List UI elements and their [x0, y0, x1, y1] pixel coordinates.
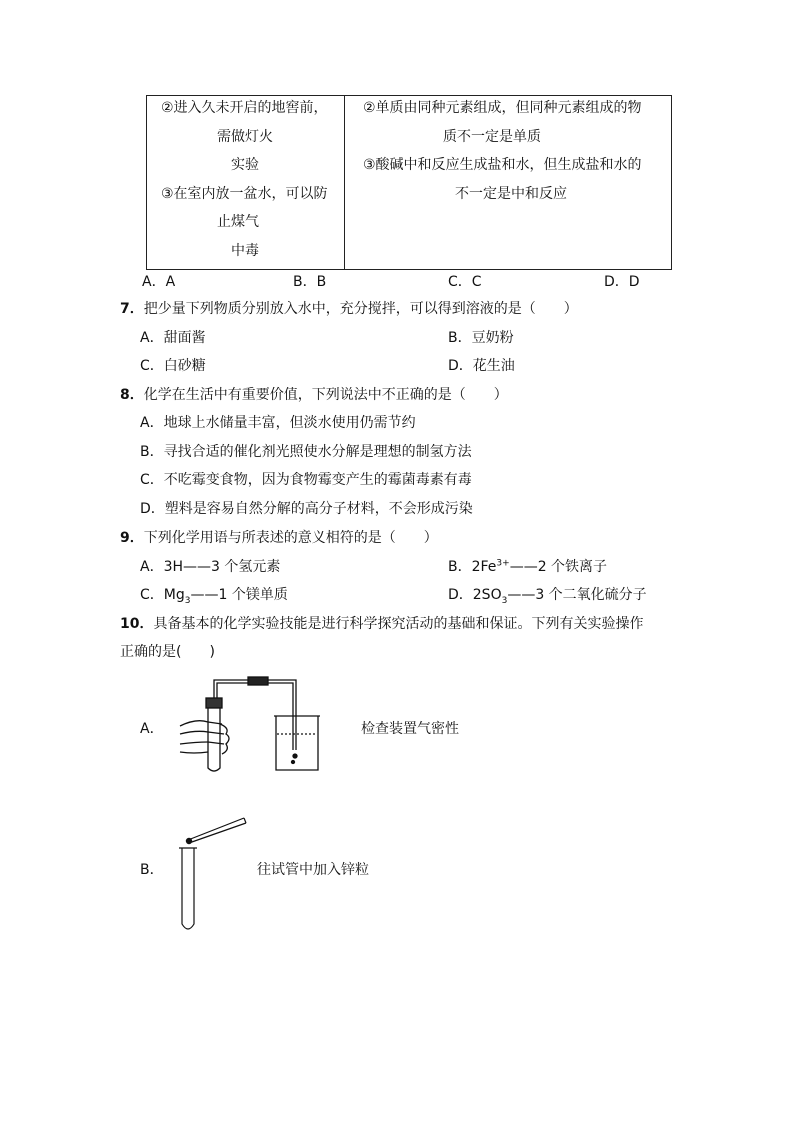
q10-stem-line1	[120, 614, 643, 634]
q9-option-b-charge: 3+	[496, 558, 510, 569]
q9-option-b[interactable]	[448, 557, 607, 577]
q10-option-b-label[interactable]: B．	[140, 862, 164, 878]
q9-option-a[interactable]	[140, 557, 280, 577]
q9-option-d-post: ——3 个二氧化硫分子	[507, 587, 647, 603]
q7-number: 7．	[120, 301, 144, 317]
right-cell-line: ②单质由同种元素组成，但同种元素组成的物	[363, 100, 642, 116]
q7-option-a[interactable]: A．甜面酱	[140, 330, 206, 346]
q10-option-a-label[interactable]: A．	[140, 721, 164, 737]
q8-number: 8．	[120, 387, 144, 403]
q6-table	[146, 95, 672, 270]
left-cell-line: 需做灯火	[217, 129, 273, 145]
left-cell-line: ②进入久未开启的地窖前，	[161, 100, 328, 116]
left-cell-line: 实验	[231, 157, 259, 173]
q9-option-c-post: ——1 个镁单质	[190, 587, 288, 603]
q9-option-a-text: A．3H——3 个氢元素	[140, 559, 281, 575]
left-cell-line: ③在室内放一盆水，可以防	[161, 186, 328, 202]
q8-option-c[interactable]: C．不吃霉变食物，因为食物霉变产生的霉菌毒素有毒	[140, 472, 472, 488]
airtight-check-apparatus-illustration	[178, 672, 328, 776]
q7-option-d[interactable]: D．花生油	[448, 358, 515, 374]
left-cell-line: 止煤气	[217, 214, 259, 230]
q7-stem	[120, 299, 578, 319]
q9-option-b-post: ——2 个铁离子	[509, 559, 608, 575]
q8-text: 化学在生活中有重要价值，下列说法中不正确的是（ ）	[143, 387, 508, 403]
table-divider	[344, 96, 345, 269]
q9-option-d[interactable]	[448, 585, 647, 605]
add-zinc-to-test-tube-illustration	[176, 812, 252, 936]
q6-option-b[interactable]: B．B	[293, 274, 327, 290]
q9-stem	[120, 528, 438, 548]
right-cell-line: 不一定是中和反应	[455, 186, 567, 202]
q10-text: 具备基本的化学实验技能是进行科学探究活动的基础和保证。下列有关实验操作	[153, 616, 644, 632]
q9-option-c[interactable]	[140, 585, 288, 605]
q10-stem-line2: 正确的是( )	[120, 644, 215, 660]
right-cell-line: 质不一定是单质	[443, 129, 541, 145]
q7-option-b[interactable]: B．豆奶粉	[448, 330, 514, 346]
q9-option-d-pre: D．2SO	[448, 587, 502, 603]
q7-option-c[interactable]: C．白砂糖	[140, 358, 206, 374]
q8-option-b[interactable]: B．寻找合适的催化剂光照使水分解是理想的制氢方法	[140, 444, 472, 460]
q9-option-b-pre: B．2Fe	[448, 559, 497, 575]
q10-number: 10．	[120, 616, 154, 632]
q6-option-a[interactable]: A．A	[142, 274, 176, 290]
q10-option-b-caption: 往试管中加入锌粒	[257, 862, 369, 878]
q9-option-c-pre: C．Mg	[140, 587, 185, 603]
q10-option-a-caption: 检查装置气密性	[361, 721, 459, 737]
q7-text: 把少量下列物质分别放入水中，充分搅拌，可以得到溶液的是（ ）	[143, 301, 578, 317]
q6-option-c[interactable]: C．C	[448, 274, 482, 290]
right-cell-line: ③酸碱中和反应生成盐和水，但生成盐和水的	[363, 157, 642, 173]
q9-text: 下列化学用语与所表述的意义相符的是（ ）	[143, 530, 438, 546]
q9-option-d-subscript: 3	[501, 595, 508, 606]
q9-option-c-subscript: 3	[184, 595, 191, 606]
q8-stem	[120, 385, 508, 405]
q8-option-d[interactable]: D．塑料是容易自然分解的高分子材料，不会形成污染	[140, 501, 473, 517]
q9-number: 9．	[120, 530, 144, 546]
q8-option-a[interactable]: A．地球上水储量丰富，但淡水使用仍需节约	[140, 415, 416, 431]
left-cell-line: 中毒	[231, 243, 259, 259]
q6-option-d[interactable]: D．D	[604, 274, 640, 290]
